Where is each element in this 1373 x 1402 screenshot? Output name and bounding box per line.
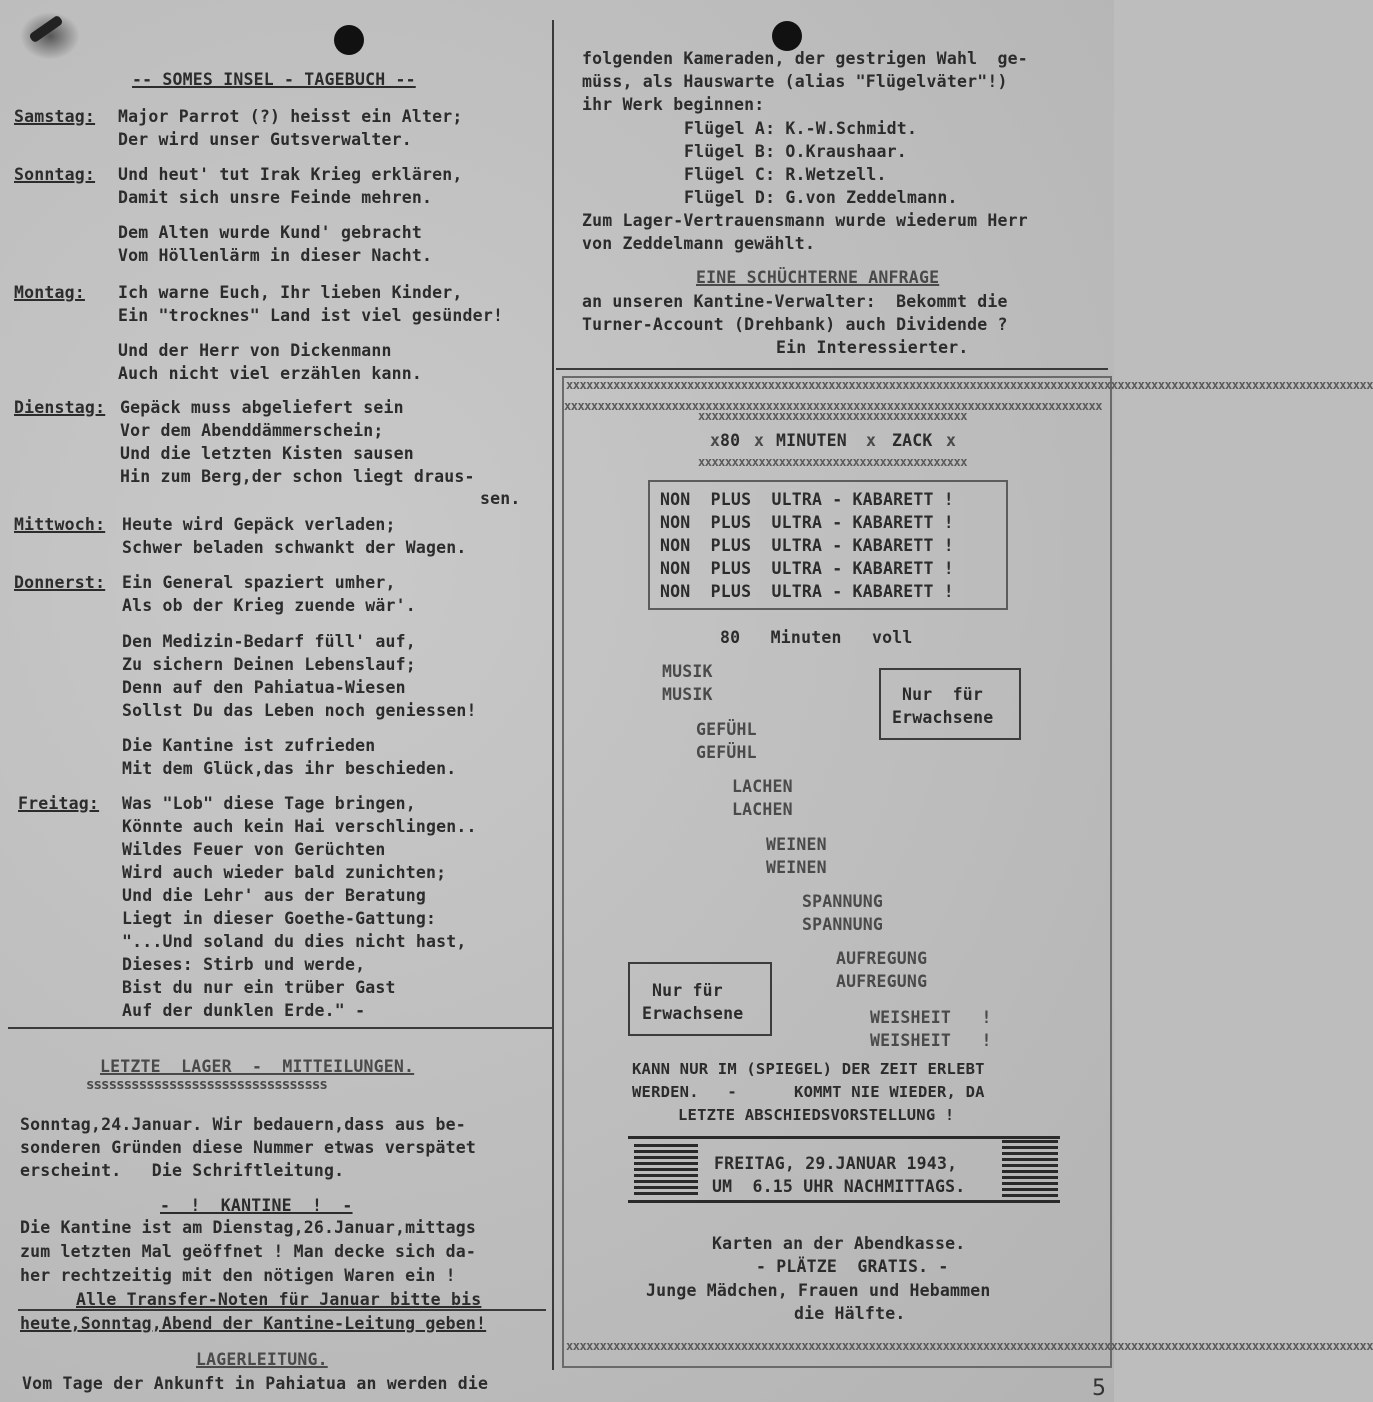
x-border-top: xxxxxxxxxxxxxxxxxxxxxxxxxxxxxxxxxxxxxxxxxxxxxxxxxxxxxxxxxxxxxxxxxxxxxxxxxxxxxxxxxxxxxxxxxxxxxxxxxxxxxxxxxxxxxxxxxxxxxxxx (566, 378, 1373, 392)
stair-word: LACHEN (732, 800, 793, 819)
karten-line: die Hälfte. (794, 1304, 906, 1323)
kantine-line: heute,Sonntag,Abend der Kantine-Leitung geben! (20, 1314, 487, 1333)
x-border-left: xxxxxxxxxxxxxxxxxxxxxxxxxxxxxxxxxxxxxxxxxxxxxxxxxxxxxxxxxxxxxxxxxxxxxxxxxxxxxxxx (564, 399, 1102, 413)
lagerleitung-line: Vom Tage der Ankunft in Pahiatua an werden die (22, 1374, 489, 1393)
date-line: FREITAG, 29.JANUAR 1943, (714, 1154, 958, 1173)
diary-line: Bist du nur ein trüber Gast (122, 978, 396, 997)
section-rule (556, 368, 1108, 370)
diary-line: Die Kantine ist zufrieden (122, 736, 376, 755)
diary-line: Denn auf den Pahiatua-Wiesen (122, 678, 406, 697)
kann-nur-line: WERDEN. - KOMMT NIE WIEDER, DA (632, 1083, 985, 1101)
diary-line: Den Medizin-Bedarf füll' auf, (122, 632, 416, 651)
wing-line: Flügel B: O.Kraushaar. (684, 142, 907, 161)
diary-line: Dem Alten wurde Kund' gebracht (118, 223, 423, 242)
nonplus-line: NON PLUS ULTRA - KABARETT ! (660, 513, 954, 532)
kantine-line: Die Kantine ist am Dienstag,26.Januar,mittags (20, 1218, 477, 1237)
diary-line: Und die letzten Kisten sausen (120, 444, 414, 463)
wahl-line: müss, als Hauswarte (alias "Flügelväter"!) (582, 72, 1008, 91)
diary-line: Hin zum Berg,der schon liegt draus- (120, 467, 475, 486)
diary-line: Sollst Du das Leben noch geniessen! (122, 701, 477, 720)
kantine-line: her rechtzeitig mit den nötigen Waren ein ! (20, 1266, 456, 1285)
diary-line: Gepäck muss abgeliefert sein (120, 398, 404, 417)
adults-only-line: Erwachsene (892, 708, 994, 727)
diary-day: Samstag: (14, 107, 96, 126)
diary-line: Und die Lehr' aus der Beratung (122, 886, 427, 905)
karten-line: - PLÄTZE GRATIS. - (756, 1257, 949, 1276)
xz-glyph: x (946, 431, 957, 450)
stair-word: MUSIK (662, 685, 713, 704)
diary-day: Sonntag: (14, 165, 96, 184)
stair-word: GEFÜHL (696, 720, 757, 739)
stair-word: AUFREGUNG (836, 972, 928, 991)
diary-line: Vom Höllenlärm in dieser Nacht. (118, 246, 433, 265)
diary-line: sen. (480, 489, 521, 508)
wing-line: Flügel A: K.-W.Schmidt. (684, 119, 918, 138)
zack-border-bottom: xxxxxxxxxxxxxxxxxxxxxxxxxxxxxxxxxxxxxxxx (698, 455, 967, 469)
stripe-block (634, 1144, 698, 1198)
xz-glyph: x (710, 431, 721, 450)
trust-line: von Zeddelmann gewählt. (582, 234, 816, 253)
date-rule-top (628, 1136, 1060, 1139)
diary-day: Freitag: (18, 794, 100, 813)
diary-line: Damit sich unsre Feinde mehren. (118, 188, 433, 207)
adults-only-line: Erwachsene (642, 1004, 744, 1023)
adults-only-line: Nur für (652, 981, 723, 1000)
wing-line: Flügel C: R.Wetzell. (684, 165, 887, 184)
underline-rule (18, 1309, 546, 1311)
stair-word: SPANNUNG (802, 892, 884, 911)
diary-line: Und der Herr von Dickenmann (118, 341, 392, 360)
nonplus-line: NON PLUS ULTRA - KABARETT ! (660, 490, 954, 509)
kann-nur-line: LETZTE ABSCHIEDSVORSTELLUNG ! (678, 1106, 955, 1124)
diary-line: Liegt in dieser Goethe-Gattung: (122, 909, 437, 928)
diary-line: "...Und soland du dies nicht hast, (122, 932, 467, 951)
diary-line: Was "Lob" diese Tage bringen, (122, 794, 416, 813)
kantine-line: Alle Transfer-Noten für Januar bitte bis (76, 1290, 482, 1309)
xz-glyph: x (866, 431, 877, 450)
diary-line: Auch nicht viel erzählen kann. (118, 364, 423, 383)
diary-line: Ich warne Euch, Ihr lieben Kinder, (118, 283, 463, 302)
diary-line: Vor dem Abenddämmerschein; (120, 421, 384, 440)
news-line: Sonntag,24.Januar. Wir bedauern,dass aus be- (20, 1115, 466, 1134)
zack-minuten: MINUTEN (776, 431, 847, 450)
kantine-line: zum letzten Mal geöffnet ! Man decke sich da- (20, 1242, 477, 1261)
stair-word: MUSIK (662, 662, 713, 681)
date-rule-bottom (628, 1200, 1060, 1203)
diary-line: Wildes Feuer von Gerüchten (122, 840, 386, 859)
adults-only-line: Nur für (902, 685, 984, 704)
lagerleitung-title: LAGERLEITUNG. (196, 1350, 328, 1369)
diary-day: Dienstag: (14, 398, 106, 417)
karten-line: Junge Mädchen, Frauen und Hebammen (646, 1281, 991, 1300)
diary-line: Auf der dunklen Erde." - (122, 1001, 366, 1020)
zack-word: ZACK (892, 431, 933, 450)
diary-title: -- SOMES INSEL - TAGEBUCH -- (132, 70, 416, 89)
minuten-voll: 80 Minuten voll (720, 628, 913, 647)
stair-word: LACHEN (732, 777, 793, 796)
kantine-title: - ! KANTINE ! - (160, 1196, 353, 1215)
news-line: erscheint. Die Schriftleitung. (20, 1161, 345, 1180)
xz-glyph: x (754, 431, 765, 450)
news-line: sonderen Gründen diese Nummer etwas verspätet (20, 1138, 477, 1157)
anfrage-title: EINE SCHÜCHTERNE ANFRAGE (696, 268, 940, 287)
stair-word: SPANNUNG (802, 915, 884, 934)
anfrage-line: Turner-Account (Drehbank) auch Dividende ? (582, 315, 1008, 334)
diary-line: Der wird unser Gutsverwalter. (118, 130, 412, 149)
punch-hole (334, 25, 364, 55)
news-title: LETZTE LAGER - MITTEILUNGEN. (100, 1057, 415, 1076)
anfrage-signature: Ein Interessierter. (776, 338, 969, 357)
date-line: UM 6.15 UHR NACHMITTAGS. (712, 1177, 966, 1196)
diary-line: Schwer beladen schwankt der Wagen. (122, 538, 467, 557)
diary-line: Mit dem Glück,das ihr beschieden. (122, 759, 457, 778)
page-number: 5 (1092, 1376, 1106, 1401)
wing-line: Flügel D: G.von Zeddelmann. (684, 188, 958, 207)
trust-line: Zum Lager-Vertrauensmann wurde wiederum Herr (582, 211, 1028, 230)
news-title-rule: ssssssssssssssssssssssssssssssss (86, 1077, 327, 1093)
diary-line: Zu sichern Deinen Lebenslauf; (122, 655, 416, 674)
x-border-bottom: xxxxxxxxxxxxxxxxxxxxxxxxxxxxxxxxxxxxxxxxxxxxxxxxxxxxxxxxxxxxxxxxxxxxxxxxxxxxxxxxxxxxxxxxxxxxxxxxxxxxxxxxxxxxxxxxxxxxxxxx (566, 1339, 1373, 1353)
diary-line: Dieses: Stirb und werde, (122, 955, 366, 974)
diary-day: Mittwoch: (14, 515, 106, 534)
stair-word: WEISHEIT ! (870, 1008, 992, 1027)
diary-day: Donnerst: (14, 573, 106, 592)
stair-word: WEISHEIT ! (870, 1031, 992, 1050)
diary-line: Major Parrot (?) heisst ein Alter; (118, 107, 463, 126)
nonplus-line: NON PLUS ULTRA - KABARETT ! (660, 582, 954, 601)
stair-word: WEINEN (766, 835, 827, 854)
wahl-line: ihr Werk beginnen: (582, 95, 765, 114)
column-divider (552, 20, 554, 1370)
section-rule (8, 1027, 554, 1029)
karten-line: Karten an der Abendkasse. (712, 1234, 966, 1253)
stair-word: GEFÜHL (696, 743, 757, 762)
nonplus-line: NON PLUS ULTRA - KABARETT ! (660, 559, 954, 578)
anfrage-line: an unseren Kantine-Verwalter: Bekommt die (582, 292, 1008, 311)
kann-nur-line: KANN NUR IM (SPIEGEL) DER ZEIT ERLEBT (632, 1060, 985, 1078)
diary-day: Montag: (14, 283, 85, 302)
nonplus-line: NON PLUS ULTRA - KABARETT ! (660, 536, 954, 555)
diary-line: Und heut' tut Irak Krieg erklären, (118, 165, 463, 184)
stair-word: AUFREGUNG (836, 949, 928, 968)
stair-word: WEINEN (766, 858, 827, 877)
stripe-block (1002, 1140, 1058, 1198)
diary-line: Ein "trocknes" Land ist viel gesünder! (118, 306, 504, 325)
zack-border-top: xxxxxxxxxxxxxxxxxxxxxxxxxxxxxxxxxxxxxxxx (698, 409, 967, 423)
wahl-line: folgenden Kameraden, der gestrigen Wahl ge- (582, 49, 1028, 68)
zack-80: 80 (720, 431, 741, 450)
diary-line: Ein General spaziert umher, (122, 573, 396, 592)
diary-line: Heute wird Gepäck verladen; (122, 515, 396, 534)
diary-line: Als ob der Krieg zuende wär'. (122, 596, 416, 615)
diary-line: Könnte auch kein Hai verschlingen.. (122, 817, 477, 836)
diary-line: Wird auch wieder bald zunichten; (122, 863, 447, 882)
